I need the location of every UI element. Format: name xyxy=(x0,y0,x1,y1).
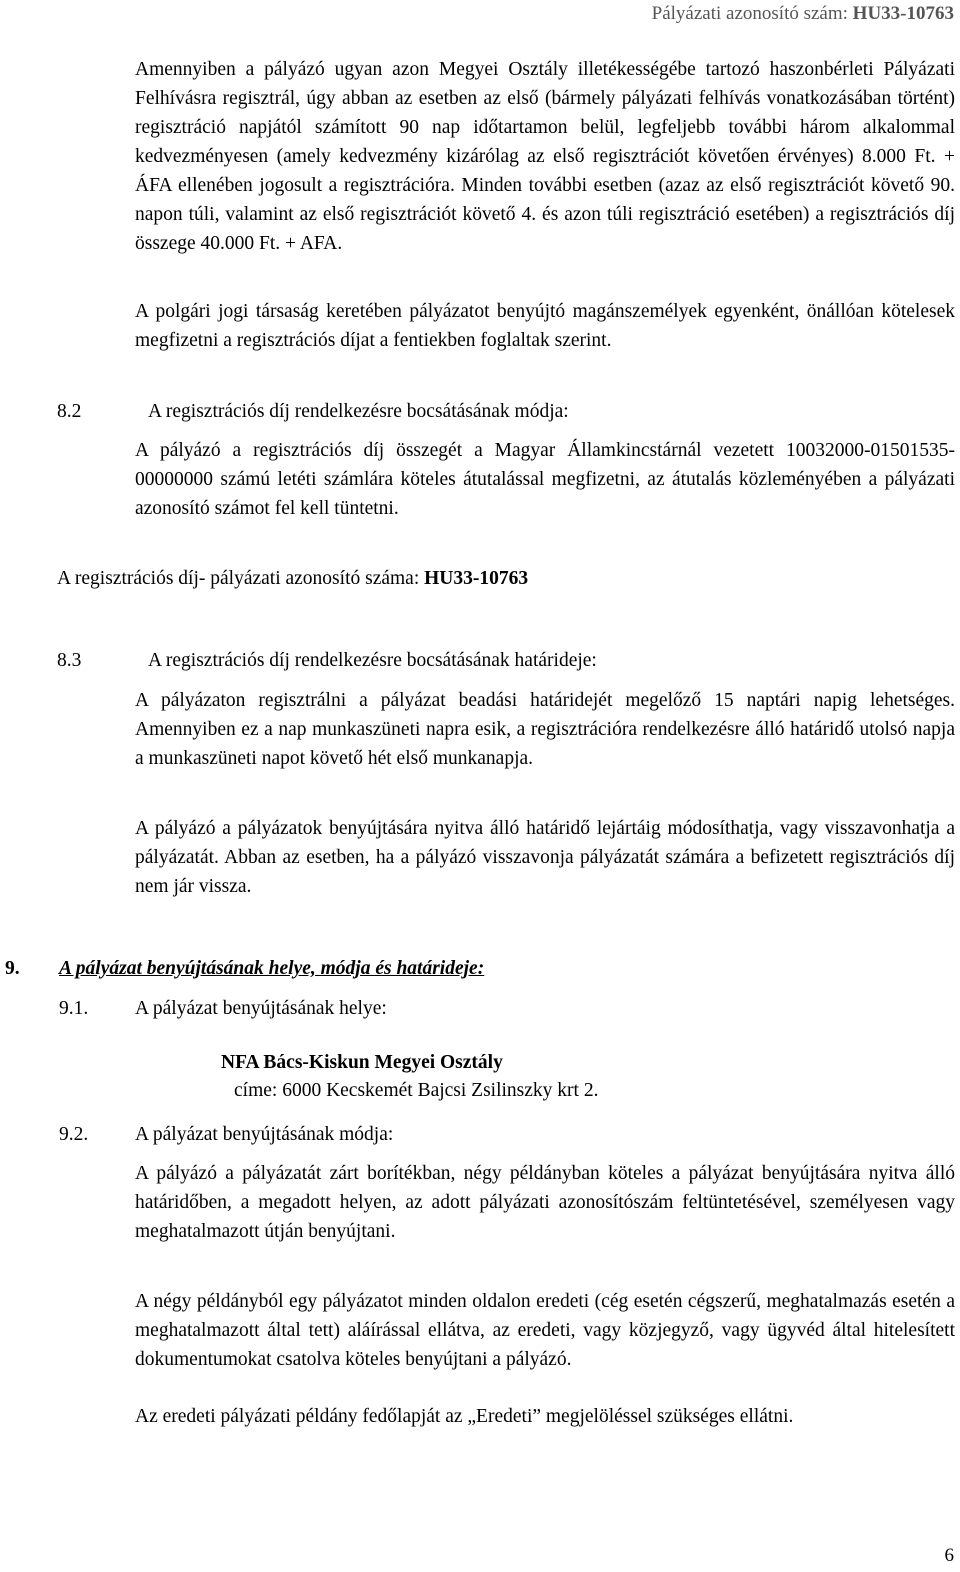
section-9-2-text-1: A pályázó a pályázatát zárt borítékban, négy példányban köteles a pályázat benyújtására nyitva álló határidőben, a megadott helyen, az adott pályázati azonosítószám feltüntetésével, személyesen vagy meghatalmazott útján benyújtani. xyxy=(135,1163,955,1242)
section-8-3-number: 8.3 xyxy=(57,650,82,671)
section-9-2-title: A pályázat benyújtásának módja: xyxy=(135,1124,394,1145)
section-9-1-number: 9.1. xyxy=(59,998,89,1019)
section-8-2-text: A pályázó a regisztrációs díj összegét a Magyar Államkincstárnál vezetett 10032000-01501535-00000000 számú letéti számlára köteles átutalással megfizetni, az átutalás közleményében a pályázati azonosító számot fel kell tüntetni. xyxy=(135,440,955,519)
page-number: 6 xyxy=(944,1545,954,1566)
section-9-2-number: 9.2. xyxy=(59,1124,89,1145)
registration-id-label: A regisztrációs díj- pályázati azonosító száma: xyxy=(57,568,420,589)
section-9-2-text-3: Az eredeti pályázati példány fedőlapját az „Eredeti” megjelöléssel szükséges ellátni. xyxy=(135,1406,794,1427)
office-address: címe: 6000 Kecskemét Bajcsi Zsilinszky krt 2. xyxy=(234,1080,599,1101)
header-label: Pályázati azonosító szám: xyxy=(651,3,848,24)
header-code: HU33-10763 xyxy=(852,3,954,24)
office-name: NFA Bács-Kiskun Megyei Osztály xyxy=(221,1052,503,1073)
section-9-2-text-2: A négy példányból egy pályázatot minden oldalon eredeti (cég esetén cégszerű, meghatalmazás esetén a meghatalmazott által tett) aláírással ellátva, az eredeti, vagy közjegyző, vagy ügyvéd által hitelesített dokumentumokat csatolva köteles benyújtani a pályázó. xyxy=(135,1291,955,1370)
section-8-3-text-1: A pályázaton regisztrálni a pályázat beadási határidejét megelőző 15 naptári napig lehetséges. Amennyiben ez a nap munkaszüneti napra esik, a regisztrációra rendelkezésre álló határidő utolsó napja a munkaszüneti napot követő hét első munkanapja. xyxy=(135,690,955,769)
paragraph-partnership: A polgári jogi társaság keretében pályázatot benyújtó magánszemélyek egyenként, önállóan kötelesek megfizetni a regisztrációs díjat a fentiekben foglaltak szerint. xyxy=(135,301,955,351)
section-8-3-text-2: A pályázó a pályázatok benyújtására nyitva álló határidő lejártáig módosíthatja, vagy visszavonhatja a pályázatát. Abban az esetben, ha a pályázó visszavonja pályázatát számára a befizetett regisztrációs díj nem jár vissza. xyxy=(135,818,955,897)
registration-id-line xyxy=(57,564,528,593)
section-9-title: A pályázat benyújtásának helye, módja és határideje: xyxy=(59,958,485,979)
section-9-1-title: A pályázat benyújtásának helye: xyxy=(135,998,387,1019)
section-8-2-number: 8.2 xyxy=(57,401,82,422)
section-9-number: 9. xyxy=(5,958,20,979)
page-header xyxy=(652,2,954,26)
paragraph-discount: Amennyiben a pályázó ugyan azon Megyei Osztály illetékességébe tartozó haszonbérleti Pályázati Felhívásra regisztrál, úgy abban az esetben az első (bármely pályázati felhívás vonatkozásában történt) regisztráció napjától számított 90 nap időtartamon belül, legfeljebb további három alkalommal kedvezményesen (amely kedvezmény kizárólag az első regisztrációt követően érvényes) 8.000 Ft. + ÁFA ellenében jogosult a regisztrációra. Minden további esetben (azaz az első regisztrációt követő 90. napon túli, valamint az első regisztrációt követő 4. és azon túli regisztráció esetében) a regisztrációs díj összege 40.000 Ft. + AFA. xyxy=(135,59,955,254)
section-8-3-title: A regisztrációs díj rendelkezésre bocsátásának határideje: xyxy=(148,650,597,671)
registration-id-value: HU33-10763 xyxy=(424,568,529,589)
section-8-2-title: A regisztrációs díj rendelkezésre bocsátásának módja: xyxy=(148,401,569,422)
